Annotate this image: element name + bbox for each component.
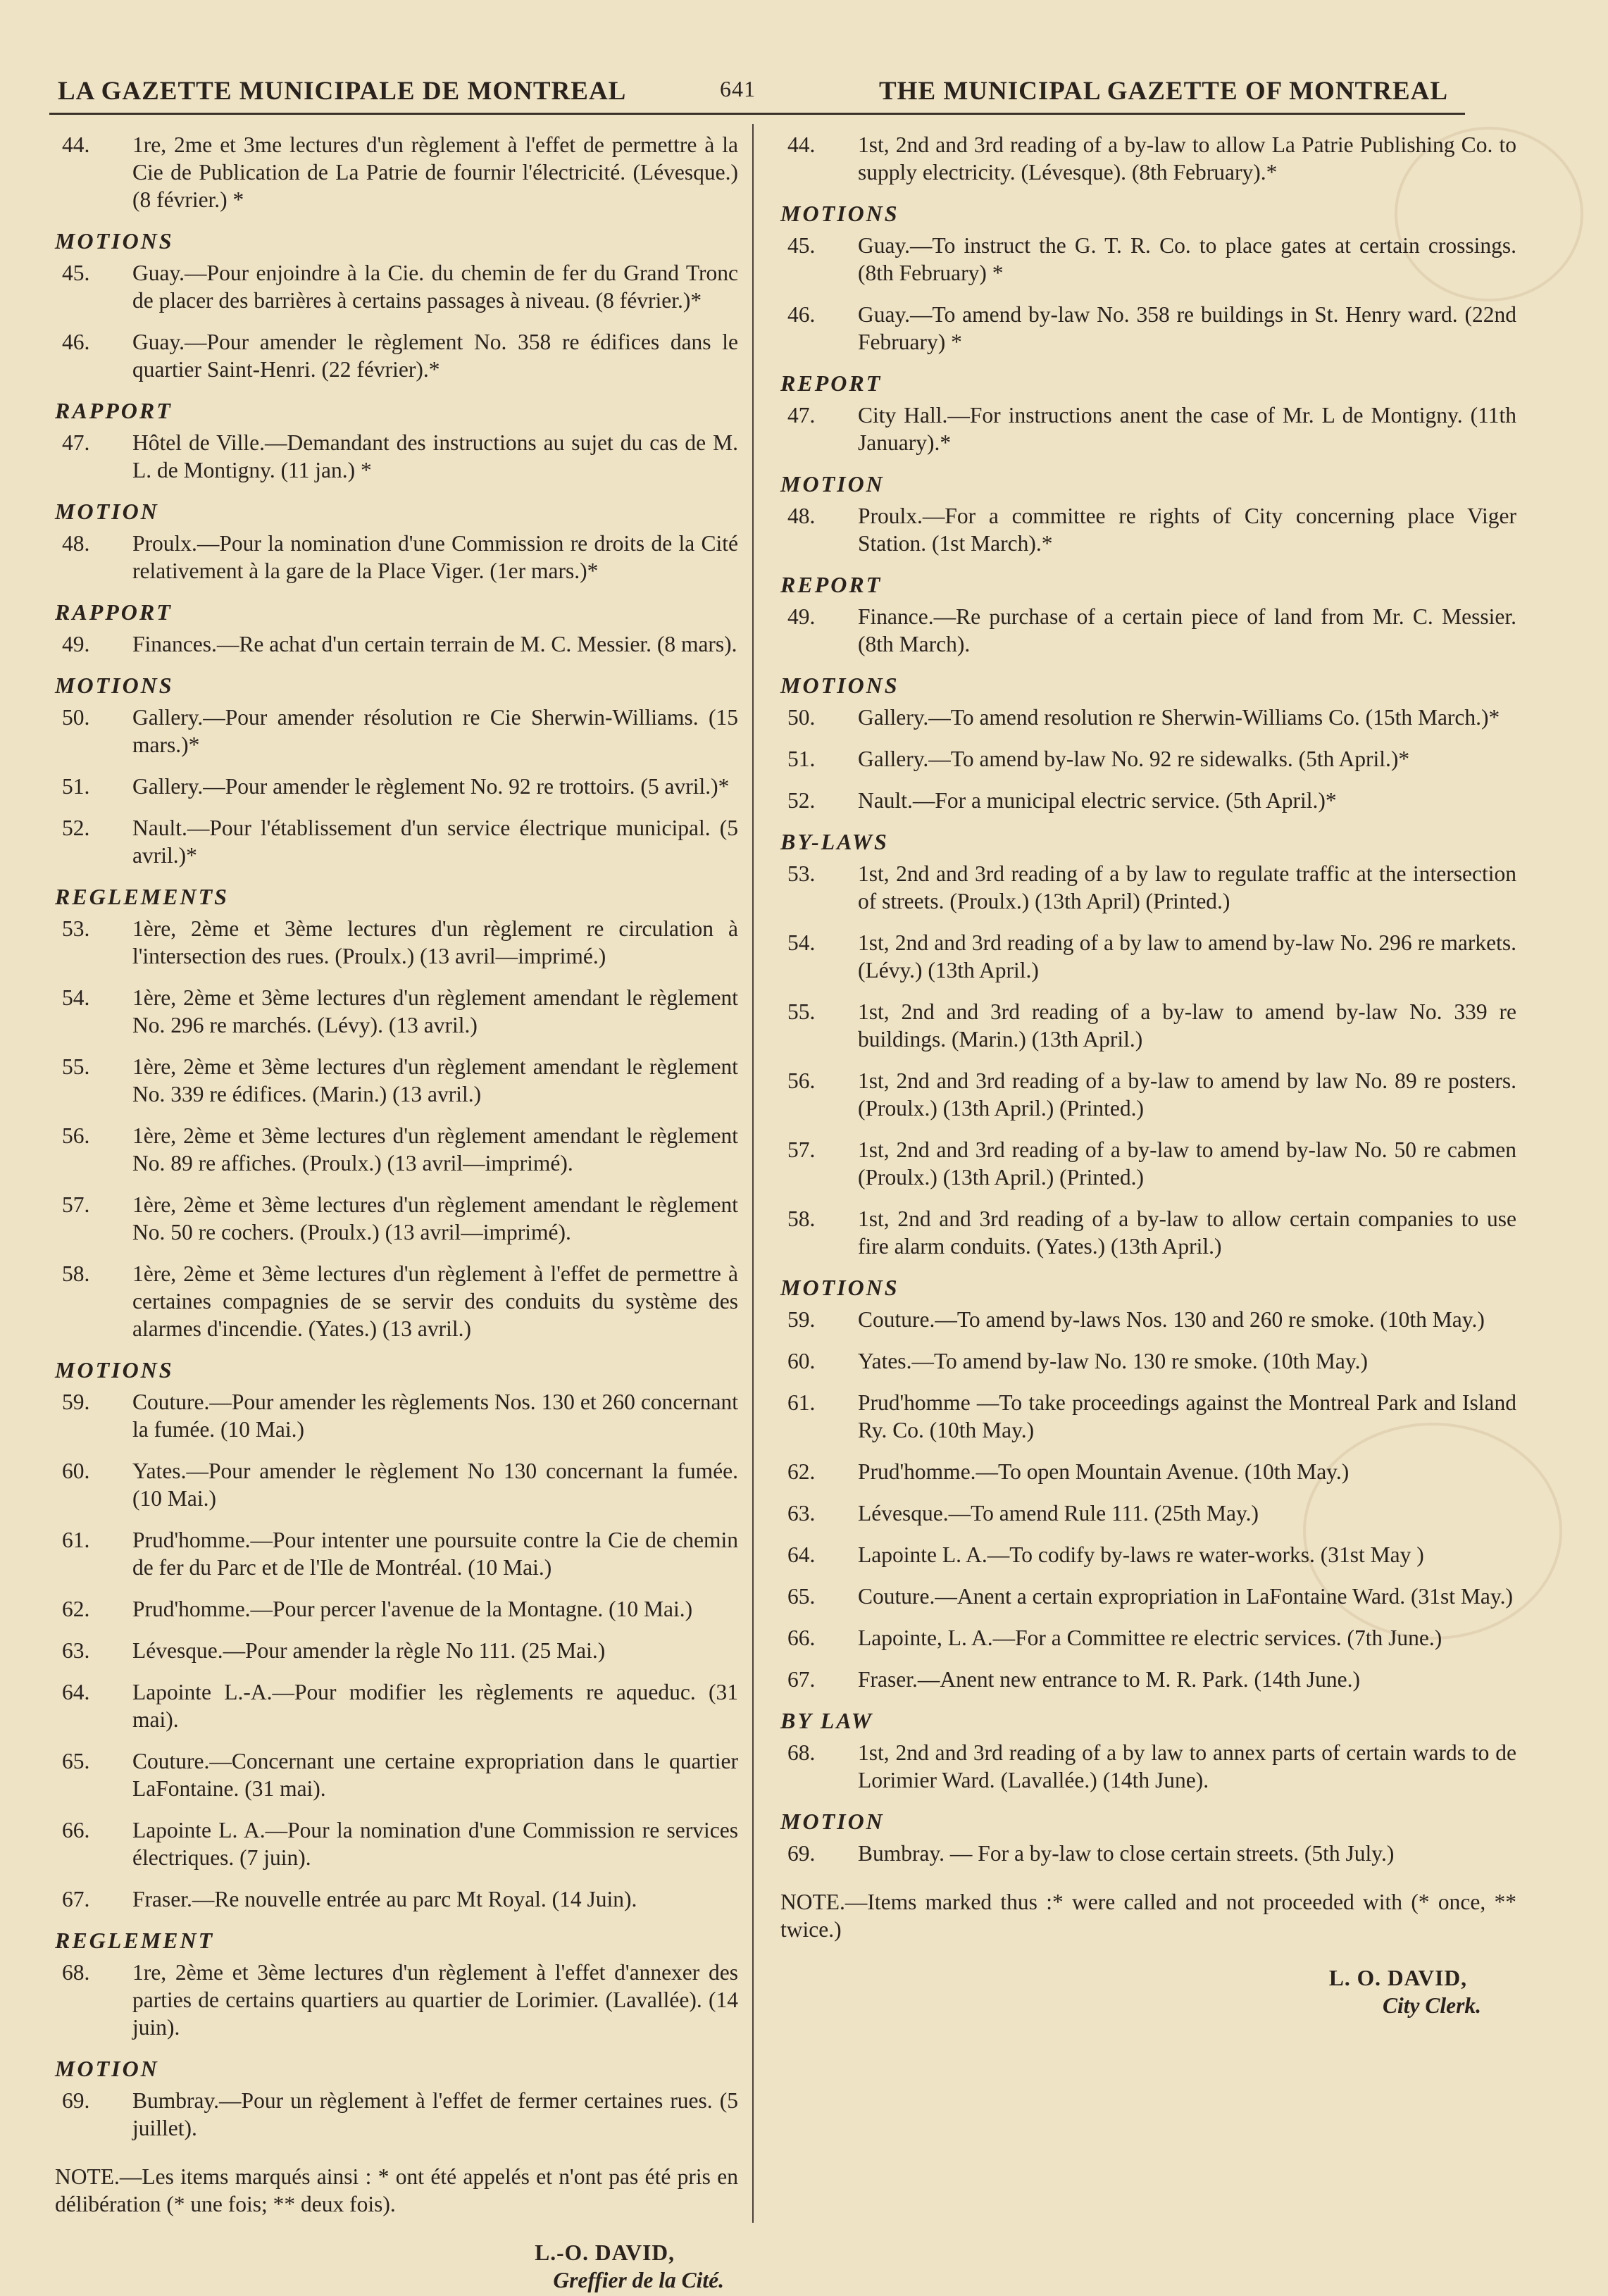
french-agenda-list: [55, 131, 738, 2142]
section-heading: REGLEMENTS: [55, 884, 229, 909]
agenda-item: [780, 502, 1516, 557]
item-number: 66.: [62, 1818, 90, 1842]
french-signature-title: Greffier de la Cité.: [553, 2268, 724, 2292]
agenda-item: [780, 401, 1516, 456]
item-text: 1st, 2nd and 3rd reading of a by law to annex parts of certain wards to de Lorimier Ward. (Lavallée.) (14th June).: [858, 1740, 1516, 1792]
item-text: 1re, 2me et 3me lectures d'un règlement à l'effet de permettre à la Cie de Publication de La Patrie de fournir l'électricité. (Lévesque.) (8 février.) *: [132, 132, 738, 212]
agenda-item: [55, 1885, 738, 1913]
agenda-item: [55, 814, 738, 869]
item-number: 55.: [62, 1054, 90, 1079]
item-number: 65.: [62, 1749, 90, 1773]
item-number: 69.: [62, 2088, 90, 2113]
agenda-item: [780, 603, 1516, 658]
item-number: 59.: [787, 1307, 816, 1332]
item-number: 60.: [62, 1459, 90, 1483]
agenda-item: [780, 1583, 1516, 1610]
item-text: Fraser.—Anent new entrance to M. R. Park. (14th June.): [858, 1667, 1360, 1692]
item-number: 53.: [787, 861, 816, 886]
agenda-item: [55, 1747, 738, 1802]
item-text: Finance.—Re purchase of a certain piece of land from Mr. C. Messier. (8th March).: [858, 604, 1516, 656]
item-number: 60.: [787, 1349, 816, 1373]
item-number: 59.: [62, 1390, 90, 1414]
agenda-item: [780, 1739, 1516, 1794]
item-number: 46.: [62, 330, 90, 354]
item-text: Yates.—Pour amender le règlement No 130 concernant la fumée. (10 Mai.): [132, 1459, 738, 1511]
agenda-item: [780, 1458, 1516, 1485]
agenda-item: [55, 429, 738, 484]
item-number: 57.: [787, 1137, 816, 1162]
item-number: 51.: [787, 747, 816, 771]
agenda-item: [55, 1678, 738, 1733]
section-heading: MOTIONS: [780, 201, 899, 226]
item-number: 54.: [62, 985, 90, 1010]
item-text: Finances.—Re achat d'un certain terrain de M. C. Messier. (8 mars).: [132, 632, 737, 656]
item-number: 58.: [62, 1261, 90, 1286]
item-text: Gallery.—Pour amender le règlement No. 92 re trottoirs. (5 avril.)*: [132, 774, 730, 799]
agenda-item: [55, 1457, 738, 1512]
item-number: 48.: [62, 531, 90, 556]
agenda-item: [55, 1191, 738, 1246]
agenda-item: [780, 745, 1516, 773]
agenda-item: [55, 915, 738, 970]
agenda-item: [780, 1541, 1516, 1568]
item-text: Yates.—To amend by-law No. 130 re smoke. (10th May.): [858, 1349, 1368, 1373]
item-text: Guay.—Pour amender le règlement No. 358 re édifices dans le quartier Saint-Henri. (22 février).*: [132, 330, 738, 382]
agenda-item: [780, 1067, 1516, 1122]
page-number: 641: [720, 76, 756, 101]
item-text: 1ère, 2ème et 3ème lectures d'un règlement amendant le règlement No. 296 re marchés. (Lévy). (13 avril.): [132, 985, 738, 1037]
section-heading: REPORT: [780, 572, 883, 597]
item-text: 1st, 2nd and 3rd reading of a by-law to allow La Patrie Publishing Co. to supply electricity. (Lévesque). (8th February).*: [858, 132, 1516, 185]
item-number: 47.: [787, 403, 816, 428]
item-number: 57.: [62, 1192, 90, 1217]
item-number: 68.: [787, 1740, 816, 1765]
agenda-item: [780, 998, 1516, 1053]
agenda-item: [55, 984, 738, 1039]
item-number: 54.: [787, 930, 816, 955]
item-text: 1ère, 2ème et 3ème lectures d'un règlement à l'effet de permettre à certaines compagnies de se servir des conduits du système des alarmes d'incendie. (Yates.) (13 avril.): [132, 1261, 738, 1341]
section-heading: REGLEMENT: [55, 1928, 215, 1953]
agenda-item: [780, 1389, 1516, 1444]
item-number: 68.: [62, 1960, 90, 1985]
agenda-item: [55, 704, 738, 759]
agenda-item: [780, 860, 1516, 915]
item-text: Couture.—Anent a certain expropriation in LaFontaine Ward. (31st May.): [858, 1584, 1513, 1609]
item-text: Prud'homme.—Pour intenter une poursuite contre la Cie de chemin de fer du Parc et de l'Ile de Montréal. (10 Mai.): [132, 1528, 738, 1580]
agenda-item: [55, 773, 738, 800]
item-text: Lévesque.—Pour amender la règle No 111. (25 Mai.): [132, 1638, 606, 1663]
english-signature-name: L. O. DAVID,: [1328, 1966, 1467, 1990]
agenda-item: [55, 131, 738, 213]
item-text: Bumbray. — For a by-law to close certain streets. (5th July.): [858, 1841, 1395, 1866]
agenda-item: [780, 1624, 1516, 1652]
english-column: [780, 131, 1516, 2019]
item-text: 1re, 2ème et 3ème lectures d'un règlement à l'effet d'annexer des parties de certains quartiers au quartier de Lorimier. (Lavallée). (14 juin).: [132, 1960, 738, 2040]
item-text: Proulx.—For a committee re rights of City concerning place Viger Station. (1st March).*: [858, 504, 1516, 556]
item-text: Lapointe, L. A.—For a Committee re electric services. (7th June.): [858, 1626, 1442, 1650]
item-number: 55.: [787, 999, 816, 1024]
french-note: NOTE.—Les items marqués ainsi : * ont été appelés et n'ont pas été pris en délibération (* une fois; ** deux fois).: [55, 2164, 738, 2216]
item-number: 48.: [787, 504, 816, 528]
item-number: 66.: [787, 1626, 816, 1650]
item-text: Gallery.—To amend by-law No. 92 re sidewalks. (5th April.)*: [858, 747, 1410, 771]
item-text: Hôtel de Ville.—Demandant des instructions au sujet du cas de M. L. de Montigny. (11 jan.) *: [132, 430, 738, 482]
agenda-item: [55, 328, 738, 383]
agenda-item: [780, 929, 1516, 984]
item-text: Couture.—Concernant une certaine expropriation dans le quartier LaFontaine. (31 mai).: [132, 1749, 738, 1801]
item-text: Proulx.—Pour la nomination d'une Commission re droits de la Cité relativement à la gare de la Place Viger. (1er mars.)*: [132, 531, 738, 583]
item-text: 1ère, 2ème et 3ème lectures d'un règlement amendant le règlement No. 89 re affiches. (Proulx.) (13 avril—imprimé).: [132, 1123, 738, 1175]
item-text: Lapointe L. A.—To codify by-laws re water-works. (31st May ): [858, 1542, 1424, 1567]
agenda-item: [780, 301, 1516, 356]
agenda-item: [55, 1959, 738, 2041]
item-text: 1ère, 2ème et 3ème lectures d'un règlement re circulation à l'intersection des rues. (Proulx.) (13 avril—imprimé.): [132, 916, 738, 968]
agenda-item: [55, 1526, 738, 1581]
item-text: Couture.—Pour amender les règlements Nos. 130 et 260 concernant la fumée. (10 Mai.): [132, 1390, 738, 1442]
section-heading: MOTIONS: [780, 1275, 899, 1300]
agenda-item: [780, 1347, 1516, 1375]
agenda-item: [780, 1205, 1516, 1260]
item-text: Gallery.—Pour amender résolution re Cie Sherwin-Williams. (15 mars.)*: [132, 705, 738, 757]
agenda-item: [55, 1816, 738, 1871]
section-heading: MOTION: [55, 2056, 159, 2081]
column-divider: [752, 124, 754, 2223]
section-heading: MOTIONS: [780, 673, 899, 698]
item-number: 61.: [787, 1390, 816, 1415]
item-number: 58.: [787, 1206, 816, 1231]
agenda-item: [55, 1595, 738, 1623]
item-text: 1ère, 2ème et 3ème lectures d'un règlement amendant le règlement No. 339 re édifices. (Marin.) (13 avril.): [132, 1054, 738, 1106]
agenda-item: [55, 1053, 738, 1108]
header-rule: [49, 113, 1465, 115]
section-heading: MOTIONS: [55, 673, 174, 698]
item-number: 45.: [62, 261, 90, 285]
item-number: 45.: [787, 233, 816, 258]
agenda-item: [55, 1260, 738, 1342]
item-text: Prud'homme.—Pour percer l'avenue de la Montagne. (10 Mai.): [132, 1597, 693, 1621]
item-text: Lapointe L. A.—Pour la nomination d'une Commission re services électriques. (7 juin).: [132, 1818, 738, 1870]
section-heading: MOTIONS: [55, 228, 174, 254]
item-text: Bumbray.—Pour un règlement à l'effet de fermer certaines rues. (5 juillet).: [132, 2088, 738, 2140]
item-text: 1st, 2nd and 3rd reading of a by law to amend by-law No. 296 re markets. (Lévy.) (13th April.): [858, 930, 1516, 982]
section-heading: RAPPORT: [55, 398, 173, 423]
agenda-item: [780, 1136, 1516, 1191]
agenda-item: [55, 1637, 738, 1664]
section-heading: BY-LAWS: [780, 829, 889, 854]
item-text: City Hall.—For instructions anent the case of Mr. L de Montigny. (11th January).*: [858, 403, 1516, 455]
header-english-title: THE MUNICIPAL GAZETTE OF MONTREAL: [879, 77, 1449, 106]
agenda-item: [55, 2087, 738, 2142]
item-number: 63.: [62, 1638, 90, 1663]
english-note: NOTE.—Items marked thus :* were called and not proceeded with (* once, ** twice.): [780, 1890, 1516, 1942]
item-text: Gallery.—To amend resolution re Sherwin-Williams Co. (15th March.)*: [858, 705, 1500, 730]
section-heading: REPORT: [780, 370, 883, 396]
agenda-item: [780, 1840, 1516, 1867]
item-text: 1st, 2nd and 3rd reading of a by law to regulate traffic at the intersection of streets. (Proulx.) (13th April) (Printed.): [858, 861, 1516, 913]
item-number: 44.: [787, 132, 816, 157]
section-heading: MOTION: [780, 471, 885, 497]
item-number: 56.: [787, 1068, 816, 1093]
item-text: 1st, 2nd and 3rd reading of a by-law to allow certain companies to use fire alarm conduits. (Yates.) (13th April.): [858, 1206, 1516, 1259]
agenda-item: [780, 131, 1516, 186]
item-number: 64.: [787, 1542, 816, 1567]
french-signature-name: L.-O. DAVID,: [535, 2240, 675, 2265]
item-number: 62.: [62, 1597, 90, 1621]
item-text: Lévesque.—To amend Rule 111. (25th May.): [858, 1501, 1259, 1526]
item-number: 63.: [787, 1501, 816, 1526]
item-number: 49.: [787, 604, 816, 629]
section-heading: MOTIONS: [55, 1357, 174, 1383]
agenda-item: [55, 259, 738, 314]
section-heading: MOTION: [780, 1809, 885, 1834]
agenda-item: [55, 530, 738, 585]
section-heading: BY LAW: [780, 1708, 874, 1733]
item-text: Prud'homme —To take proceedings against the Montreal Park and Island Ry. Co. (10th May.): [858, 1390, 1516, 1442]
english-signature-title: City Clerk.: [1383, 1993, 1481, 2018]
item-text: 1st, 2nd and 3rd reading of a by-law to amend by law No. 89 re posters. (Proulx.) (13th April.) (Printed.): [858, 1068, 1516, 1121]
item-number: 52.: [787, 788, 816, 813]
item-text: Couture.—To amend by-laws Nos. 130 and 260 re smoke. (10th May.): [858, 1307, 1485, 1332]
item-number: 67.: [62, 1887, 90, 1911]
item-number: 56.: [62, 1123, 90, 1148]
agenda-item: [780, 787, 1516, 814]
item-text: Guay.—To instruct the G. T. R. Co. to place gates at certain crossings. (8th February) *: [858, 233, 1516, 285]
item-number: 69.: [787, 1841, 816, 1866]
item-number: 49.: [62, 632, 90, 656]
english-agenda-list: [780, 131, 1516, 1867]
item-text: Guay.—To amend by-law No. 358 re buildings in St. Henry ward. (22nd February) *: [858, 302, 1516, 354]
agenda-item: [780, 704, 1516, 731]
agenda-item: [780, 1306, 1516, 1333]
item-text: Fraser.—Re nouvelle entrée au parc Mt Royal. (14 Juin).: [132, 1887, 637, 1911]
item-number: 64.: [62, 1680, 90, 1704]
agenda-item: [55, 630, 738, 658]
agenda-item: [780, 232, 1516, 287]
item-number: 62.: [787, 1459, 816, 1484]
item-number: 65.: [787, 1584, 816, 1609]
item-number: 50.: [62, 705, 90, 730]
section-heading: RAPPORT: [55, 599, 173, 625]
item-number: 53.: [62, 916, 90, 941]
item-text: Nault.—For a municipal electric service. (5th April.)*: [858, 788, 1337, 813]
item-text: Guay.—Pour enjoindre à la Cie. du chemin de fer du Grand Tronc de placer des barrières à certains passages à niveau. (8 février.)*: [132, 261, 738, 313]
item-text: 1ère, 2ème et 3ème lectures d'un règlement amendant le règlement No. 50 re cochers. (Proulx.) (13 avril—imprimé).: [132, 1192, 738, 1244]
item-number: 67.: [787, 1667, 816, 1692]
item-text: Nault.—Pour l'établissement d'un service électrique municipal. (5 avril.)*: [132, 816, 738, 868]
item-text: 1st, 2nd and 3rd reading of a by-law to amend by-law No. 50 re cabmen (Proulx.) (13th April.) (Printed.): [858, 1137, 1516, 1190]
item-text: Prud'homme.—To open Mountain Avenue. (10th May.): [858, 1459, 1350, 1484]
section-heading: MOTION: [55, 499, 159, 524]
item-number: 51.: [62, 774, 90, 799]
item-text: 1st, 2nd and 3rd reading of a by-law to amend by-law No. 339 re buildings. (Marin.) (13th April.): [858, 999, 1516, 1052]
item-text: Lapointe L.-A.—Pour modifier les règlements re aqueduc. (31 mai).: [132, 1680, 738, 1732]
agenda-item: [780, 1666, 1516, 1693]
french-column: [55, 131, 738, 2294]
item-number: 52.: [62, 816, 90, 840]
item-number: 44.: [62, 132, 90, 157]
agenda-item: [55, 1388, 738, 1443]
item-number: 47.: [62, 430, 90, 455]
agenda-item: [55, 1122, 738, 1177]
header-french-title: LA GAZETTE MUNICIPALE DE MONTREAL: [58, 77, 627, 106]
agenda-item: [780, 1499, 1516, 1527]
item-number: 50.: [787, 705, 816, 730]
item-number: 61.: [62, 1528, 90, 1552]
item-number: 46.: [787, 302, 816, 327]
